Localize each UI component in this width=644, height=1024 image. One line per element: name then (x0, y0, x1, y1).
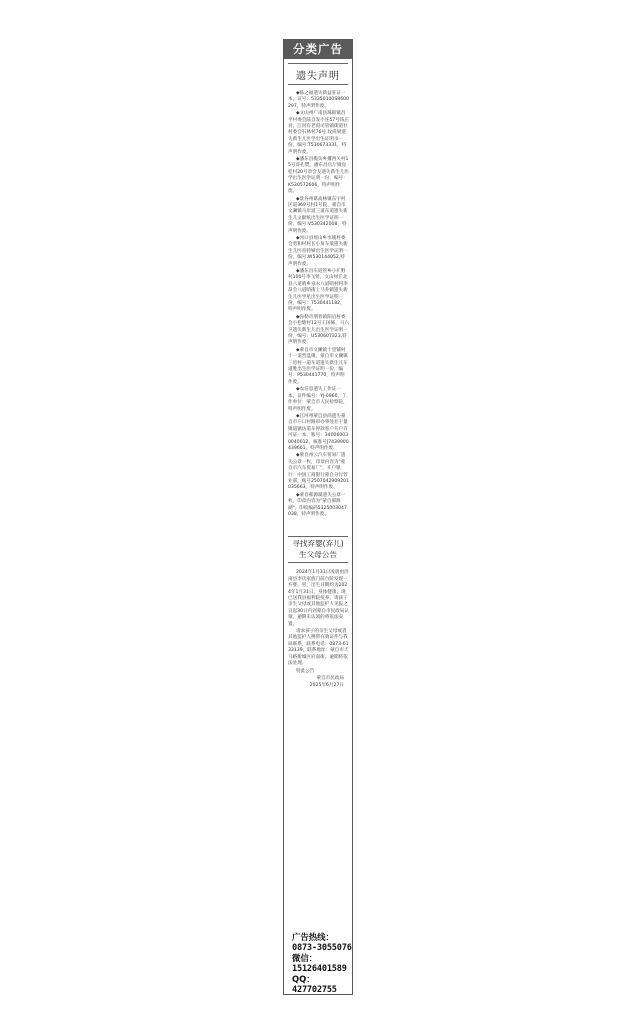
hotline-label: 广告热线： (292, 932, 334, 942)
lost-notice-title: 遗失声明 (288, 63, 348, 85)
notice-item: ◆弥勒市朋普镇阳启村委会小松塘村12号王国修，马六卫遗失新生儿出生医学证明一份，编号：U530607323,特声明作废。 (288, 314, 349, 346)
notice-item: ◆蒙自州云汽车贸易厂遗失公章一枚，印章内容为"蒙自市汽车贸易厂"，开户银行：中国工商银行蒙自分行营业部，账号2507042909201035663，特声明作废。 (288, 453, 349, 491)
qq-label: QQ： (292, 974, 315, 985)
seek-parents-title (288, 536, 348, 563)
seek-closing: 特此公告 (296, 668, 315, 674)
notice-item: ◆陈之福遗失新益驻证一本，证号：53350100S8600297，特声明作废。 (288, 91, 349, 109)
wechat-number: 15126401589 (292, 963, 347, 974)
notice-item: ◆江河州蒙自县尚遗失蒙自市户口村路审办事处社干量镇道镇仿道车停款客户开户许可证一本，账号：340060030040012，核准号J7439900439601，特声明作废。 (288, 413, 349, 451)
section-banner: 分类广告 (284, 39, 352, 59)
notice-item: ◆蒙自市文澜镇十里铺村十一道营盘镇，蒙自市文澜镇三房村一道车道遗失新生儿车道胜出生医学证明一份，编号：P530441770，特声明作废。 (288, 347, 348, 385)
seek-paragraph: 2024年1月31日凌晨由济南县李氏家族门前台阶发现一弃婴，男，出生日期约为2024年1月31日，身体健康，现已送我县福利院抚养，请孩子亲生父母或其他监护人见报之日起30日内到蒙自市民政局认领，逾期未认领的将依法安置。 (288, 570, 349, 627)
notice-item: ◆文山州广南县珠街镇昌平村委会陆自发小连57号钱庄君，江河有老叔司管镇街道社村委会石林村76号 坟尚梁遗失新生儿医学出生证明书一份，编号:T530673331，特声明作废。 (288, 111, 349, 155)
notice-list (284, 85, 352, 518)
wechat-label: 微信： (292, 953, 318, 964)
notice-item: ◆景谷州葛高林镇东宇村区道369号村1号院，蒙自市文澜镇马岸道三道东道遗失新生儿文献纸出生医学证明一份，编号:V530342008，特声明作废。 (288, 196, 348, 234)
seek-title-line-1: 寻找弃婴(弃儿) (292, 539, 344, 549)
ad-hotline-block (292, 932, 353, 995)
qq-number: 427702755 (292, 984, 337, 995)
seek-parents-body (284, 563, 352, 689)
signature-org: 蒙自市民政局 (316, 675, 344, 681)
notice-item: ◆潘东昌揽头乡撂西关村15号哥孔樊，潘东昌官厅镇宛桂村20号章会友遗失新生儿医学出生医学证明一份，编号：K530572606，特声明作废。 (288, 157, 349, 195)
hotline-phone: 0873-3055076 (292, 942, 352, 953)
notice-item: ◆潘东昌车道管乡小扩野村100号李飞贤，文山州丘北县八道哨乡泉水八道哨村阿李昂会八道哨街上马乔镇遗失新生儿医学星出生医学证明一份，编号：T530441182，特声明作废。 (288, 268, 348, 313)
classified-ads-column (283, 39, 353, 995)
signature-date: 2025年6月27日 (309, 682, 344, 688)
seek-paragraph: 请求孩子的亲生父母或者其他监护人携带有效证件与我局联系，联系电话：0873-6133139，联系地址：蒙自市天马路新城区府南街。逾期将依法处理。 (288, 629, 349, 667)
notice-item: ◆农信息遗失工作证一本，证件编号：YJ-0960，工作单位：蒙自市人民检察院，特声明作废。 (288, 387, 348, 412)
notice-item: ◆河口县瑶山乡水埔村委会勇和村村长小角车梁遗失新生儿医育特婦出生医学证明一份，编号:W530144052,特声明作废。 (288, 235, 348, 267)
notice-item: ◆蒙自郝源湖遗失公章一枚，印章内容为"蒙自郝源湖"，印纹编码5325003047038，特声明作废。 (288, 492, 347, 517)
seek-title-line-2: 生父母公告 (299, 550, 337, 560)
